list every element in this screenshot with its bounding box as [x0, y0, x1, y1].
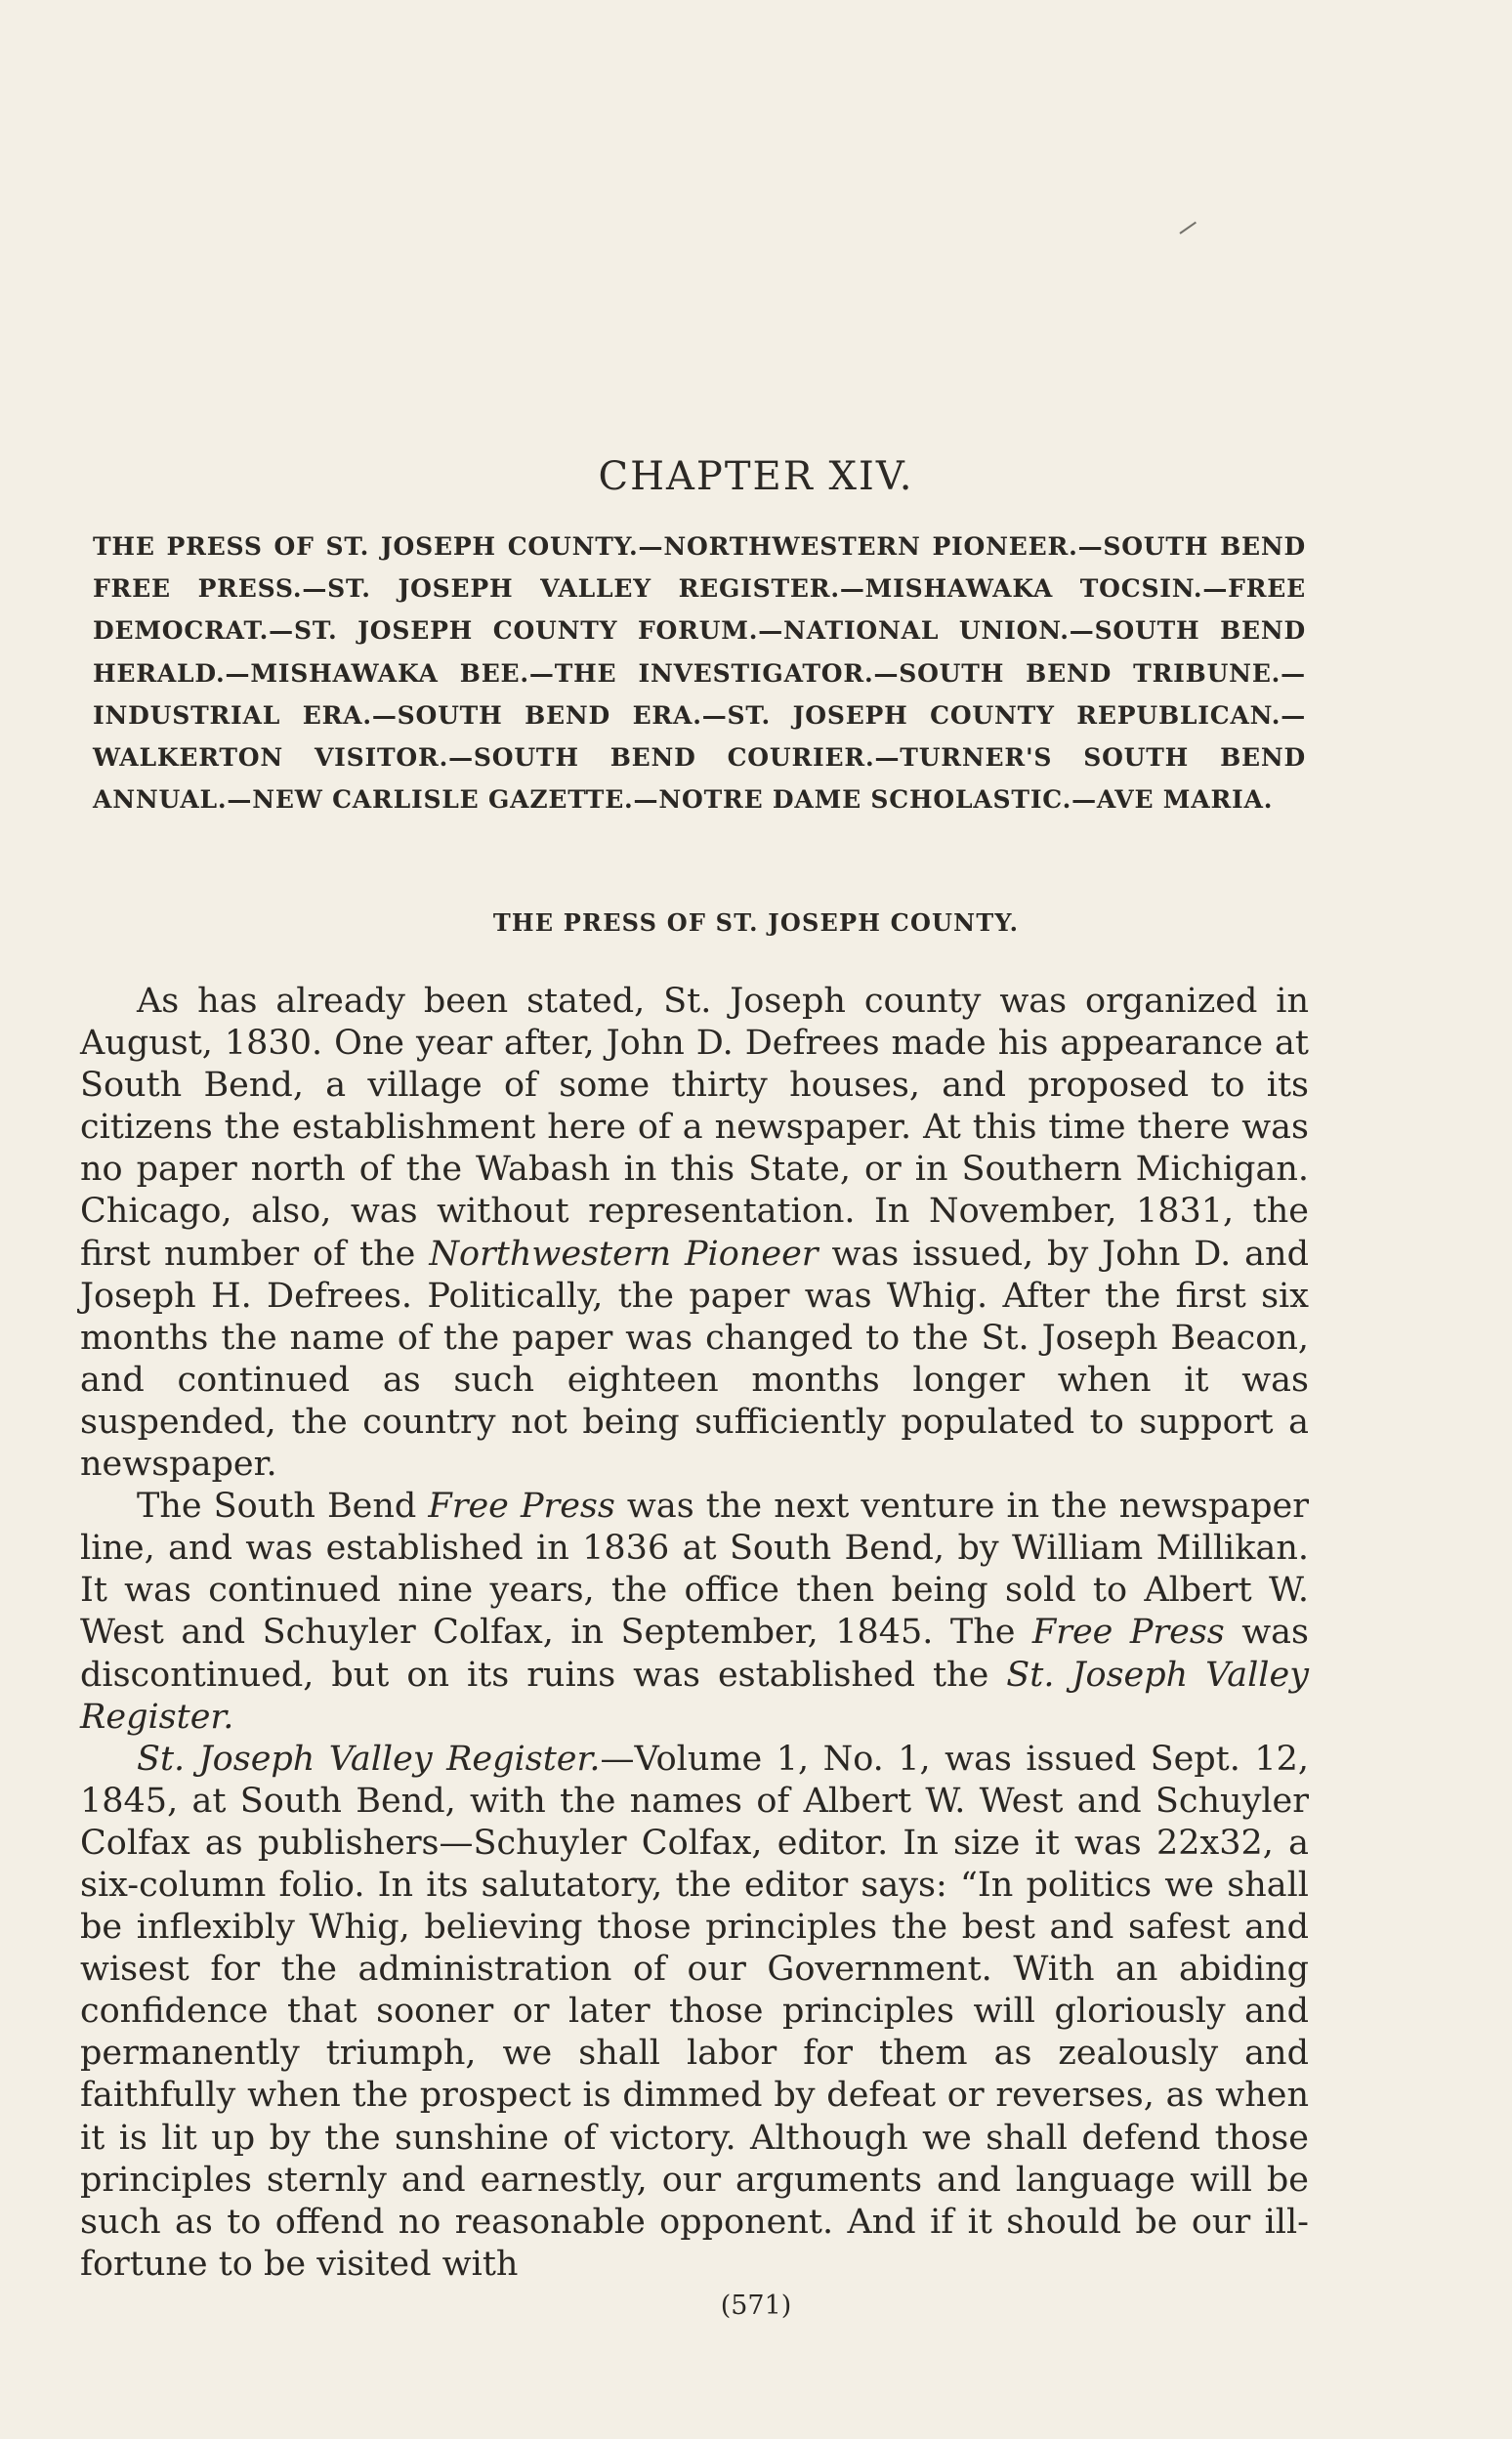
paragraph-2 — [80, 1486, 1309, 1739]
paragraph-2-text-a: The South Bend — [137, 1487, 429, 1527]
body-text — [80, 981, 1309, 2286]
paragraph-1-text-a: As has already been stated, St. Joseph county was organized in August, 1830. One year after, John D. Defrees made his appearance at South Bend, a village of some thirty houses, and proposed to its citizens the establishment here of a newspaper. At this time there was no paper north of the Wabash in this State, or in Southern Michigan. Chicago, also, was without representation. In November, 1831, the first number of the — [80, 982, 1309, 1274]
chapter-title: CHAPTER XIV. — [598, 453, 914, 499]
paragraph-3 — [80, 1739, 1309, 2286]
paragraph-2-italic-title-3: St. Joseph Valley Register. — [80, 1655, 1309, 1737]
paragraph-2-text-c: was discontinued, but on its ruins was established the — [80, 1613, 1310, 1695]
chapter-synopsis — [93, 526, 1306, 820]
section-heading: THE PRESS OF ST. JOSEPH COUNTY. — [492, 908, 1020, 937]
paragraph-2-text-b: was the next venture in the newspaper line, and was established in 1836 at South Bend, by William Millikan. It was continued nine years, the office then being sold to Albert W. West and Schuyler Colfax, in September, 1845. The — [80, 1487, 1309, 1653]
paragraph-1-italic-title: Northwestern Pioneer — [429, 1234, 819, 1274]
paragraph-1 — [80, 981, 1309, 1486]
paragraph-3-text-a: —Volume 1, No. 1, was issued Sept. 12, 1845, at South Bend, with the names of Albert W. West and Schuyler Colfax as publishers—Schuyler Colfax, editor. In size it was 22x32, a six-column folio. In its salutatory, the editor says: “In politics we shall be inflexibly Whig, believing those principles the best and safest and wisest for the administration of our Government. With an abiding confidence that sooner or later those principles will gloriously and permanently triumph, we shall labor for them as zealously and faithfully when the prospect is dimmed by defeat or reverses, as when it is lit up by the sunshine of victory. Although we shall defend those principles sternly and earnestly, our arguments and language will be such as to offend no reasonable opponent. And if it should be our ill-fortune to be visited with — [80, 1739, 1309, 2284]
pencil-tick-mark — [1179, 222, 1197, 234]
page-number: (571) — [720, 2291, 792, 2321]
paragraph-3-italic-title: St. Joseph Valley Register. — [137, 1739, 601, 1779]
paragraph-1-text-b: was issued, by John D. and Joseph H. Defrees. Politically, the paper was Whig. After the first six months the name of the paper was changed to the St. Joseph Beacon, and continued as such eighteen months longer when it was suspended, the country not being sufficiently populated to support a newspaper. — [80, 1234, 1309, 1485]
paragraph-2-italic-title-2: Free Press — [1031, 1613, 1225, 1653]
paragraph-2-italic-title-1: Free Press — [428, 1487, 615, 1527]
chapter-synopsis-text: THE PRESS OF ST. JOSEPH COUNTY.—NORTHWESTERN PIONEER.—SOUTH BEND FREE PRESS.—ST. JOSEPH VALLEY REGISTER.—MISHAWAKA TOCSIN.—FREE DEMOCRAT.—ST. JOSEPH COUNTY FORUM.—NATIONAL UNION.—SOUTH BEND HERALD.—MISHAWAKA BEE.—THE INVESTIGATOR.—SOUTH BEND TRIBUNE.—INDUSTRIAL ERA.—SOUTH BEND ERA.—ST. JOSEPH COUNTY REPUBLICAN.—WALKERTON VISITOR.—SOUTH BEND COURIER.—TURNER'S SOUTH BEND ANNUAL.—NEW CARLISLE GAZETTE.—NOTRE DAME SCHOLASTIC.—AVE MARIA. — [93, 532, 1306, 815]
